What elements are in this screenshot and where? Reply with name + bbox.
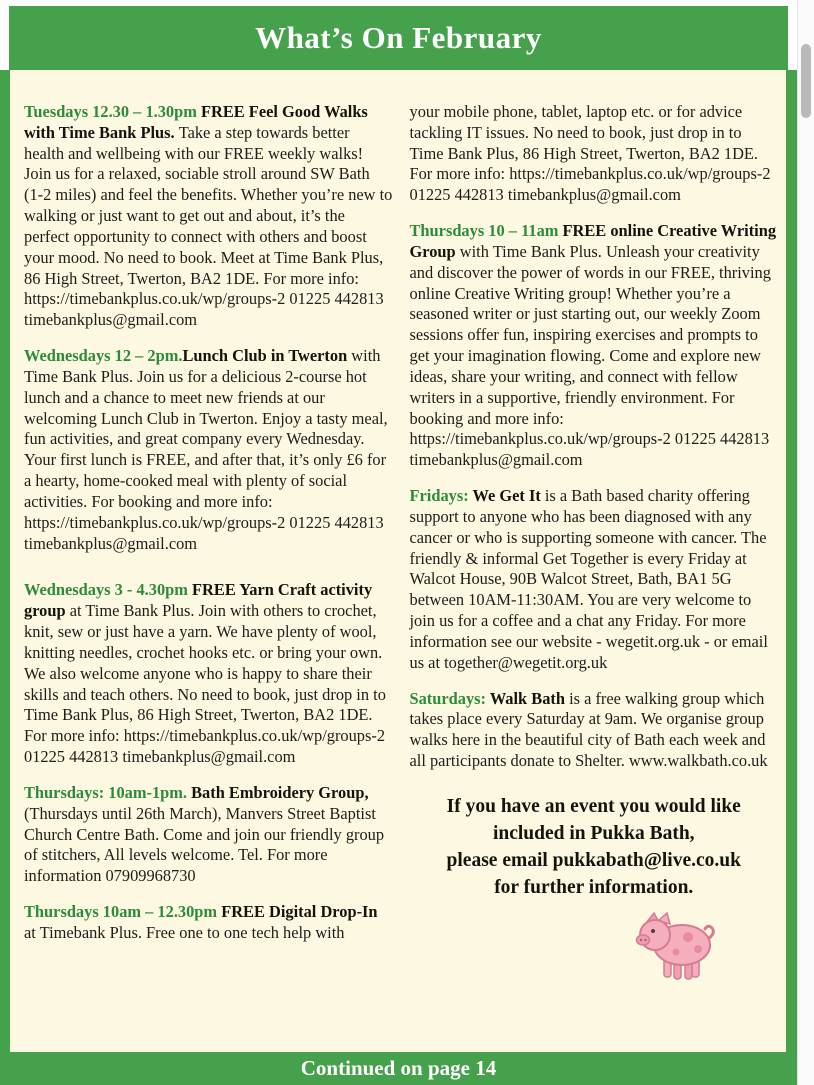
- event-title: FREE online Creative Writing Group: [409, 221, 777, 261]
- page-title: What’s On February: [255, 20, 542, 55]
- pig-illustration-wrapper: [410, 907, 779, 990]
- event-time: Saturdays:: [409, 688, 490, 708]
- event-description: with Time Bank Plus. Unleash your creativity and discover the power of words in our FREE, thriving online Creative Writing group! Whether you’re a seasoned writer or just starting out, our weekly Zoom sessions offer fun, inspiring exercises and prompts to get your imagination flowing. Come and explore new ideas, share your writing, and connect with fellow writers in a supportive, friendly environment. For booking and more info: https://timebankplus.co.uk/wp/groups-2 01225 442813 timebankplus@gmail.com: [409, 241, 771, 470]
- event-time: Fridays:: [409, 486, 473, 506]
- event-time: Wednesdays 3 - 4.30pm: [24, 580, 193, 600]
- event-description: at Timebank Plus. Free one to one tech help with: [24, 922, 345, 942]
- event-listing-feel-good-walks: [24, 102, 393, 331]
- event-description: is a free walking group which takes place every Saturday at 9am. We organise group walks here in the beautiful city of Bath each week and all participants donate to Shelter. www.walkbath.co.uk: [409, 688, 768, 771]
- event-title: FREE Digital Drop-In: [221, 901, 378, 921]
- notice-line: included in Pukka Bath,: [492, 822, 695, 844]
- event-listing-embroidery: [24, 783, 393, 887]
- event-title: Bath Embroidery Group,: [191, 782, 369, 802]
- event-description: is a Bath based charity offering support to anyone who has been diagnosed with any cancer or who is supporting someone with cancer. The friendly & informal Get Together is every Friday at Walcot House, 90B Walcot Street, Bath, BA1 5G between 10AM-11:30AM. You are very welcome to join us for a coffee and a chat any Friday. For more information see our website - wegetit.org.uk - or email us at together@wegetit.org.uk: [409, 486, 768, 672]
- event-title: FREE Feel Good Walks with Time Bank Plus.: [24, 102, 368, 142]
- event-title: Walk Bath: [489, 688, 570, 708]
- page-content: [0, 70, 797, 1052]
- right-column: [408, 102, 779, 1048]
- event-title: FREE Yarn Craft activity group: [24, 580, 373, 621]
- event-listing-we-get-it: [410, 486, 779, 673]
- notice-line: If you have an event you would like: [446, 795, 741, 817]
- notice-line: please email pukkabath@live.co.uk: [446, 849, 741, 871]
- event-listing-creative-writing: [410, 221, 779, 471]
- event-time: Wednesdays 12 – 2pm.: [24, 346, 183, 366]
- event-listing-yarn-craft: [24, 580, 393, 767]
- event-description: (Thursdays until 26th March), Manvers Street Baptist Church Centre Bath. Come and join our friendly group of stitchers, All levels welcome. Tel. For more information 07909968730: [24, 803, 385, 886]
- event-listing-digital-dropin-continued: [410, 102, 779, 206]
- event-time: Thursdays 10am – 12.30pm: [24, 901, 222, 921]
- notice-line: for further information.: [494, 876, 694, 898]
- event-listing-walk-bath: [410, 689, 779, 772]
- pig-icon: [630, 907, 726, 985]
- left-column: [24, 102, 395, 1048]
- submission-notice: [414, 794, 775, 902]
- event-description: with Time Bank Plus. Join us for a delicious 2-course hot lunch and a chance to meet new friends at our welcoming Lunch Club in Twerton. Enjoy a tasty meal, fun activities, and great company every Wednesday. Your first lunch is FREE, and after that, it’s only £6 for a hearty, home-cooked meal with plenty of social activities. For booking and more info: https://timebankplus.co.uk/wp/groups-2 01225 442813 timebankplus@gmail.com: [24, 346, 388, 553]
- event-time: Thursdays: 10am-1pm.: [24, 782, 192, 802]
- scrollbar[interactable]: [797, 0, 814, 1085]
- event-time: Thursdays 10 – 11am: [409, 221, 563, 241]
- event-description: your mobile phone, tablet, laptop etc. or for advice tackling IT issues. No need to book, just drop in to Time Bank Plus, 86 High Street, Twerton, BA2 1DE. For more info: https://timebankplus.co.uk/wp/groups-2 01225 442813 timebankplus@gmail.com: [409, 102, 771, 205]
- event-listing-digital-dropin: [24, 902, 393, 944]
- event-title: We Get It: [472, 486, 545, 506]
- event-time: Tuesdays 12.30 – 1.30pm: [24, 102, 201, 121]
- event-title: Lunch Club in Twerton: [182, 346, 352, 366]
- page-header-banner: [9, 6, 788, 70]
- event-description: Take a step towards better health and wellbeing with our FREE weekly walks! Join us for a relaxed, sociable stroll around SW Bath (1-2 miles) and feel the benefits. Whether you’re new to walking or just want to get out and about, it’s the perfect opportunity to connect with others and boost your mood. No need to book. Meet at Time Bank Plus, 86 High Street, Twerton, BA2 1DE. For more info: https://timebankplus.co.uk/wp/groups-2 01225 442813 timebankplus@gmail.com: [24, 122, 393, 330]
- continued-label: Continued on page 14: [300, 1056, 497, 1080]
- page-footer-banner: [0, 1052, 797, 1085]
- event-description: at Time Bank Plus. Join with others to crochet, knit, sew or just have a yarn. We have plenty of wool, knitting needles, crochet hooks etc. or bring your own. We also welcome anyone who is happy to share their skills and teach others. No need to book, just drop in to Time Bank Plus, 86 High Street, Twerton, BA2 1DE. For more info: https://timebankplus.co.uk/wp/groups-2 01225 442813 timebankplus@gmail.com: [24, 601, 386, 767]
- event-listing-lunch-club: [24, 346, 393, 554]
- scrollbar-thumb[interactable]: [801, 44, 811, 118]
